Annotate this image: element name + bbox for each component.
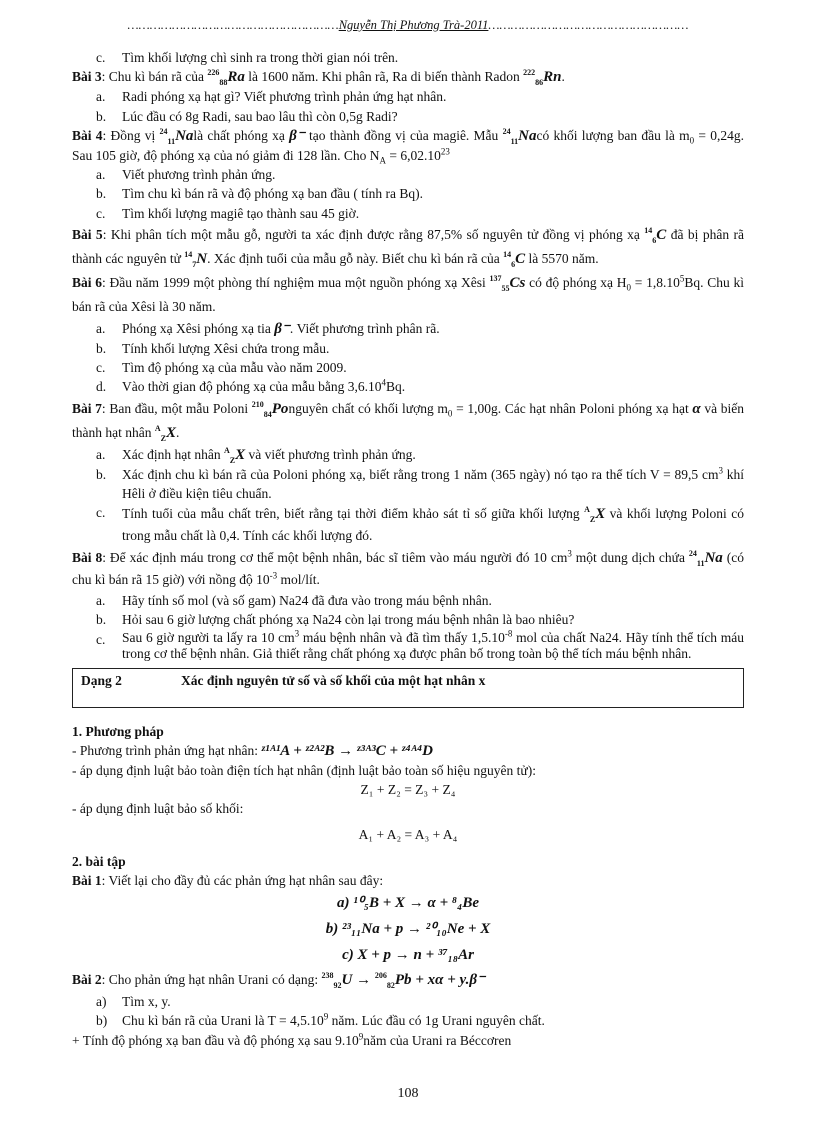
exercise-bai3: Bài 3: Chu kì bán rã của $^{226}_{88}$Ra là 1600 năm. Khi phân rã, Ra di biến thành Radon $^{222}_{86}$Rn. — [72, 68, 565, 88]
list-item: a. Radi phóng xạ hạt gì? Viết phương trình phản ứng hạt nhân. — [96, 89, 447, 105]
list-item: d. Vào thời gian độ phóng xạ của mẫu bằng 3,6.10$^4$Bq. — [96, 377, 406, 395]
method-line1: - Phương trình phản ứng hạt nhân: ᶻ¹ᴬ¹A + ᶻ²ᴬ²B → ᶻ³ᴬ³C + ᶻ⁴ᴬ⁴D — [72, 742, 433, 759]
dang2-label: Dạng 2 — [81, 672, 122, 688]
list-item: a. Hãy tính số mol (và số gam) Na24 đã đưa vào trong máu bệnh nhân. — [96, 593, 492, 609]
exercise-bai8: Bài 8: Để xác định máu trong cơ thể một bệnh nhân, bác sĩ tiêm vào máu người đó 10 $cm^3$ một dung dịch chứa $^{24}_{11}$Na (có chu kì bán rã 15 giờ) với nồng độ $10^{-3}$ mol/lít. — [72, 548, 744, 588]
list-item: c. Sau 6 giờ người ta lấy ra 10 $cm^3$ máu bệnh nhân và đã tìm thấy $1,5.10^{-8}$ mol của chất Na24. Hãy tính thể tích máu trong cơ thể bệnh nhân. Giả thiết rằng chất phóng xạ được phân bố trong toàn bộ thể tích máu bệnh nhân. — [96, 628, 744, 661]
exercise-bai7: Bài 7: Ban đầu, một mẫu Poloni $^{210}_{84}$Ponguyên chất có khối lượng $m_0 = 1,00g$. Các hạt nhân Poloni phóng xạ hạt α và biến thành hạt nhân $^A_Z$X. — [72, 399, 744, 443]
exercise-bai2-extra: + Tính độ phóng xạ ban đầu và độ phóng xạ sau 9.10$^9$năm của Urani ra Béccơren — [72, 1031, 512, 1048]
isotope-cs137: $^{137}_{55}$Cs — [489, 273, 526, 293]
reaction-b: b) ²³₁₁Na + p → ²⁰₁₀Ne + X — [325, 921, 491, 938]
beta-minus-symbol: β⁻ — [274, 320, 290, 337]
isotope-c14: $^{14}_6$C — [503, 249, 526, 269]
isotope-n14: $^{14}_7$N — [184, 249, 208, 269]
list-item: c. Tìm khối lượng chì sinh ra trong thời gian nói trên. — [96, 50, 399, 65]
exercises-heading: 2. bài tập — [72, 853, 126, 869]
list-item: a. Viết phương trình phản ứng. — [96, 167, 276, 183]
list-item: c. Tìm độ phóng xạ của mẫu vào năm 2009. — [96, 360, 347, 376]
isotope-ra226: $^{226}_{88}$Ra — [207, 68, 245, 88]
method-line2: - áp dụng định luật bảo toàn điện tích hạt nhân (định luật bảo toàn số hiệu nguyên tử): — [72, 763, 536, 779]
isotope-na24: $^{24}_{11}$Na — [688, 549, 723, 569]
exercise-bai1: Bài 1: Viết lại cho đầy đủ các phản ứng hạt nhân sau đây: — [72, 873, 384, 889]
conservation-mass-eq: A₁ + A₂ = A₃ + A₄ — [358, 826, 458, 842]
exercise-bai6: Bài 6: Đầu năm 1999 một phòng thí nghiệm mua một nguồn phóng xạ Xêsi $^{137}_{55}$Cs có độ phóng xạ $H_0 = 1,8.10^5Bq$. Chu kì bán rã của Xêsi là 30 năm. — [72, 273, 744, 314]
isotope-c14: $^{14}_6$C — [644, 225, 667, 245]
isotope-pb206: $^{206}_{82}$Pb — [374, 971, 412, 991]
isotope-x: $^A_Z$X — [154, 423, 176, 443]
isotope-u238: $^{238}_{92}$U — [321, 971, 353, 991]
method-heading: 1. Phương pháp — [72, 723, 164, 739]
header-dots-right: ……………………………………………… — [488, 18, 689, 32]
reaction-a: a) ¹⁰₅B + X → α + ⁸₄Be — [337, 895, 479, 912]
list-item: b. Lúc đầu có 8g Radi, sau bao lâu thì còn 0,5g Radi? — [96, 108, 398, 124]
isotope-po210: $^{210}_{84}$Po — [251, 399, 289, 419]
list-item: a. Xác định hạt nhân $^A_Z$X và viết phương trình phản ứng. — [96, 445, 416, 465]
isotope-x: $^A_Z$X — [223, 445, 246, 465]
exercise-bai5: Bài 5: Khi phân tích một mẫu gỗ, người ta xác định được rằng 87,5% số nguyên tử đồng vị phóng xạ $^{14}_6$C đã bị phân rã thành các nguyên tử $^{14}_7$N. Xác định tuổi của mẫu gỗ này. Biết chu kì bán rã của $^{14}_6$C là 5570 năm. — [72, 225, 744, 269]
dang2-box — [72, 668, 744, 708]
method-line3: - áp dụng định luật bảo số khối: — [72, 801, 244, 817]
page-number: 108 — [397, 1086, 419, 1101]
page-header — [72, 18, 744, 33]
exercise-bai4: Bài 4: Đồng vị $^{24}_{11}$Nalà chất phóng xạ β⁻ tạo thành đồng vị của magiê. Mẫu $^{24}_{11}$Nacó khối lượng ban đầu là $m_0 = 0,24g$. Sau 105 giờ, độ phóng xạ của nó giảm đi 128 lần. Cho $N_A = 6,02.10^{23}$ — [72, 126, 744, 166]
isotope-x: $^A_Z$X — [584, 505, 606, 525]
header-dots-left: ………………………………………………… — [127, 18, 339, 32]
dang2-title: Xác định nguyên tử số và số khối của một hạt nhân x — [181, 672, 486, 688]
document-body — [72, 48, 744, 1050]
isotope-na24: $^{24}_{11}$Na — [159, 126, 194, 146]
list-item: c. Tính tuổi của mẫu chất trên, biết rằng tại thời điểm khảo sát tỉ số giữa khối lượng $^A_Z$X và khối lượng Poloni có trong mẫu chất là 0,4. Tính các khối lượng đó. — [96, 505, 744, 544]
isotope-na24: $^{24}_{11}$Na — [502, 126, 537, 146]
alpha-symbol: α — [692, 400, 701, 417]
list-item: a. Phóng xạ Xêsi phóng xạ tia β⁻. Viết phương trình phân rã. — [96, 320, 440, 337]
beta-minus-symbol: β⁻ — [289, 127, 305, 144]
header-title: Nguyễn Thị Phương Trà-2011 — [338, 18, 489, 32]
list-item: a) Tìm x, y. — [96, 994, 171, 1010]
conservation-charge-eq: Z₁ + Z₂ = Z₃ + Z₄ — [360, 782, 456, 798]
list-item: b. Tìm chu kì bán rã và độ phóng xạ ban đầu ( tính ra Bq). — [96, 186, 424, 202]
list-item: b. Hỏi sau 6 giờ lượng chất phóng xạ Na24 còn lại trong máu bệnh nhân là bao nhiêu? — [96, 612, 575, 628]
list-item: b. Xác định chu kì bán rã của Poloni phóng xạ, biết rằng trong 1 năm (365 ngày) nó tạo ra thể tích V = 89,5 $cm^3$ khí Hêli ở điều kiện tiêu chuẩn. — [96, 465, 744, 502]
reaction-c: c) X + p → n + ³⁷₁₈Ar — [342, 947, 474, 964]
list-item: b. Tính khối lượng Xêsi chứa trong mẫu. — [96, 341, 330, 357]
list-item: c. Tìm khối lượng magiê tạo thành sau 45 giờ. — [96, 205, 360, 221]
isotope-rn222: $^{222}_{86}$Rn — [523, 68, 562, 88]
list-item: b) Chu kì bán rã của Urani là $T = 4,5.10^9$ năm. Lúc đầu có 1g Urani nguyên chất. — [96, 1011, 545, 1029]
exercise-bai2: Bài 2: Cho phản ứng hạt nhân Urani có dạng: $^{238}_{92}$U → $^{206}_{82}$Pb + xα + y.β⁻ — [72, 971, 485, 991]
general-reaction: ᶻ¹ᴬ¹A + ᶻ²ᴬ²B → ᶻ³ᴬ³C + ᶻ⁴ᴬ⁴D — [261, 742, 433, 759]
